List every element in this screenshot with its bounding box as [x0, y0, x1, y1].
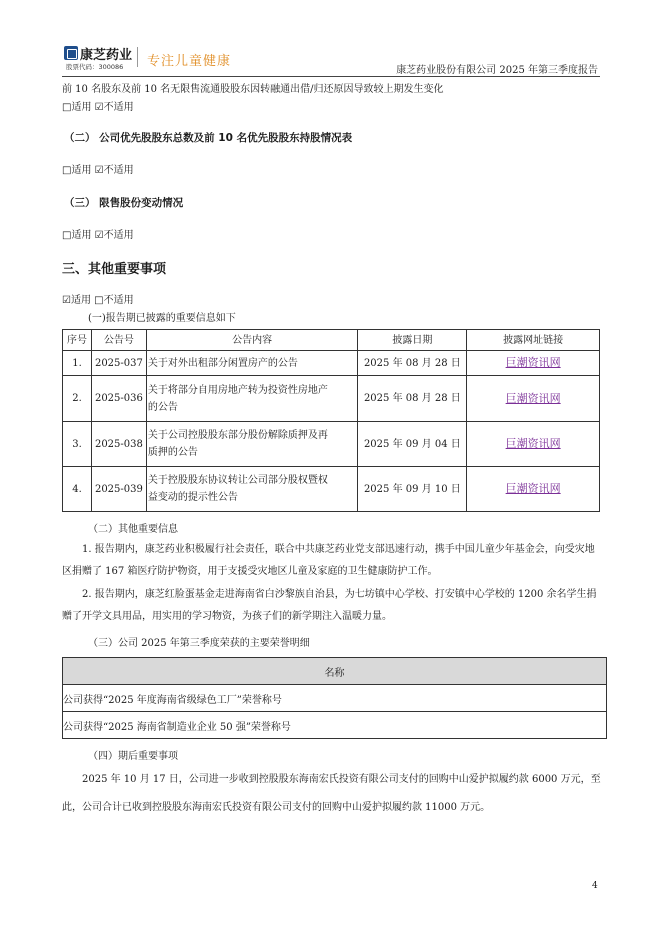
table-row	[63, 467, 600, 512]
row-content-line1: 关于控股股东协议转让公司部分股权暨权	[147, 475, 328, 486]
col-header-link: 披露网址链接	[467, 330, 600, 351]
subsequent-paragraph: 2025 年 10 月 17 日，公司进一步收到控股股东海南宏氏投资有限公司支付的回购中山爱护拟履约款 6000 万元，至此，公司合计已收到控股股东海南宏氏投资有限公司支付的回购中山爱护拟履约款 11000 万元。	[62, 774, 601, 813]
other-info-title: （二）其他重要信息	[88, 524, 178, 535]
row-code: 2025-039	[91, 467, 146, 512]
table-header-row	[63, 330, 600, 351]
disclosure-subtitle: (一)报告期已披露的重要信息如下	[88, 313, 236, 324]
row-no: 3.	[63, 422, 92, 467]
company-logo-icon	[64, 46, 78, 60]
honors-title: （三）公司 2025 年第三季度荣获的主要荣誉明细	[88, 638, 310, 649]
page-number: 4	[592, 881, 598, 891]
honors-col-header: 名称	[63, 658, 607, 685]
row-content-line1: 关于将部分自用房地产转为投资性房地产	[147, 384, 328, 396]
row-no: 4.	[63, 467, 92, 512]
row-link-cell	[467, 351, 600, 376]
intro-option: □适用 ☑不适用	[62, 102, 134, 113]
table-row	[63, 685, 607, 712]
part-3-title: 三、其他重要事项	[62, 262, 167, 277]
row-code: 2025-038	[91, 422, 146, 467]
row-date: 2025 年 08 月 28 日	[358, 376, 467, 422]
report-title: 康芝药业股份有限公司 2025 年第三季度报告	[396, 65, 598, 76]
other-info-paragraph-1: 1. 报告期内，康芝药业积极履行社会责任，联合中共康芝药业党支部迅速行动，携手中国儿童少年基金会，向受灾地区捐赠了 167 箱医疗防护物资，用于支援受灾地区儿童及家庭的卫生健康防护工作。	[62, 544, 595, 577]
other-info-paragraph-2: 2. 报告期内，康芝红脸蛋基金走进海南省白沙黎族自治县，为七坊镇中心学校、打安镇中心学校的 1200 余名学生捐赠了开学文具用品，用实用的学习物资，为孩子们的新学期注入温暖力量。	[62, 589, 597, 622]
col-header-no: 序号	[63, 330, 92, 351]
row-content	[146, 351, 358, 376]
subsequent-title: （四）期后重要事项	[88, 751, 178, 762]
row-link-cell	[467, 422, 600, 467]
row-content	[146, 467, 358, 512]
cninfo-link[interactable]: 巨潮资讯网	[505, 482, 561, 495]
row-code: 2025-037	[91, 351, 146, 376]
row-no: 1.	[63, 351, 92, 376]
cninfo-link[interactable]: 巨潮资讯网	[505, 437, 561, 450]
row-content-line1: 关于公司控股股东部分股份解除质押及再	[147, 430, 328, 441]
honors-table	[62, 657, 607, 739]
table-row	[63, 712, 607, 739]
row-content	[146, 422, 358, 467]
row-content-text: 关于对外出租部分闲置房产的公告	[147, 357, 298, 369]
section-2-option: □适用 ☑不适用	[62, 165, 134, 176]
col-header-content: 公告内容	[146, 330, 358, 351]
row-link-cell	[467, 376, 600, 422]
logo-divider	[137, 47, 138, 67]
header-rule	[62, 76, 600, 77]
slogan: 专注儿童健康	[147, 54, 232, 69]
row-no: 2.	[63, 376, 92, 422]
row-link-cell	[467, 467, 600, 512]
table-row	[63, 351, 600, 376]
row-content-line2: 质押的公告	[147, 447, 198, 458]
honors-header-row	[63, 658, 607, 685]
col-header-date: 披露日期	[358, 330, 467, 351]
company-logo-name: 康芝药业	[80, 48, 133, 63]
row-date: 2025 年 09 月 04 日	[358, 422, 467, 467]
row-code: 2025-036	[91, 376, 146, 422]
col-header-code: 公告号	[91, 330, 146, 351]
row-content	[146, 376, 358, 422]
section-3-option: □适用 ☑不适用	[62, 230, 134, 241]
row-content-line2: 益变动的提示性公告	[147, 492, 238, 503]
row-date: 2025 年 08 月 28 日	[358, 351, 467, 376]
row-date: 2025 年 09 月 10 日	[358, 467, 467, 512]
honor-item: 公司获得“2025 海南省制造业企业 50 强”荣誉称号	[63, 712, 607, 739]
disclosure-table	[62, 329, 600, 512]
intro-line: 前 10 名股东及前 10 名无限售流通股股东因转融通出借/归还原因导致较上期发生变化	[62, 84, 444, 95]
part-3-option: ☑适用 □不适用	[62, 295, 134, 306]
cninfo-link[interactable]: 巨潮资讯网	[505, 356, 561, 369]
cninfo-link[interactable]: 巨潮资讯网	[505, 391, 561, 405]
row-content-line2: 的公告	[147, 401, 178, 413]
table-row	[63, 376, 600, 422]
section-3-title: （三） 限售股份变动情况	[64, 197, 184, 209]
table-row	[63, 422, 600, 467]
stock-code: 股票代码：300086	[66, 63, 124, 71]
honor-item: 公司获得“2025 年度海南省级绿色工厂”荣誉称号	[63, 685, 607, 712]
section-2-title: （二） 公司优先股股东总数及前 10 名优先股股东持股情况表	[64, 132, 353, 144]
